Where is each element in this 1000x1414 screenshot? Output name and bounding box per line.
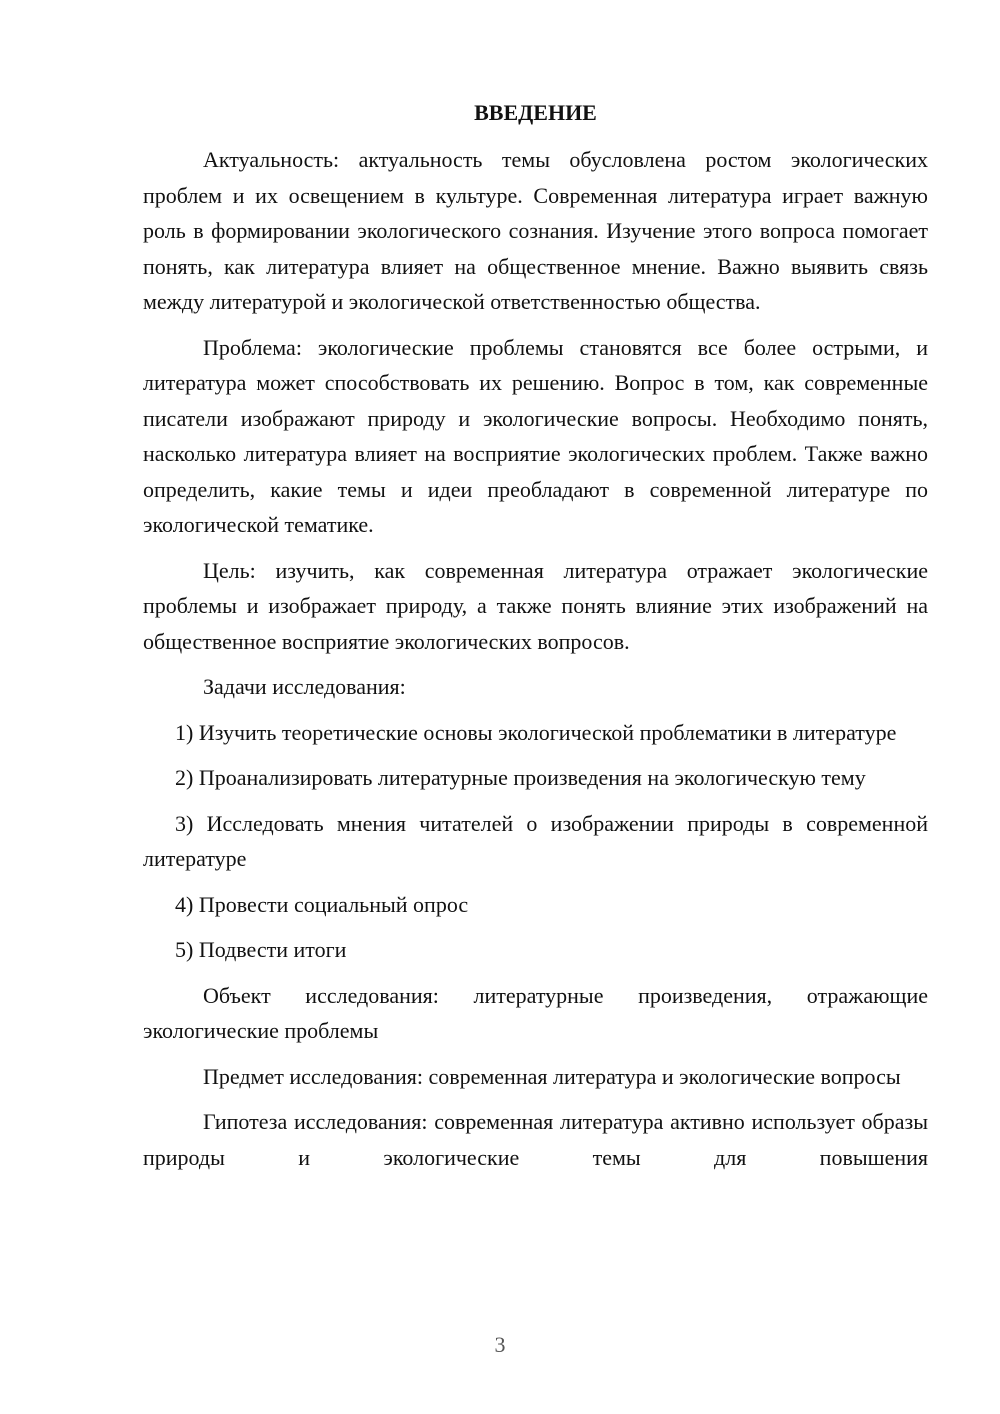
object-paragraph: Объект исследования: литературные произведения, отражающие экологические проблемы — [143, 982, 928, 1043]
task-item-3: 3) Исследовать мнения читателей о изображении природы в современной литературе — [143, 810, 928, 871]
page-number: 3 — [494, 1332, 506, 1357]
tasks-title: Задачи исследования: — [203, 674, 406, 699]
problem-paragraph: Проблема: экологические проблемы становятся все более острыми, и литература может способствовать их решению. Вопрос в том, как современные писатели изображают природу и экологические вопросы. Необходимо понять, насколько литература влияет на восприятие экологических проблем. Также важно определить, какие темы и идеи преобладают в современной литературе по экологической тематике. — [143, 334, 928, 537]
section-heading: ВВЕДЕНИЕ — [474, 100, 597, 125]
hypothesis-paragraph: Гипотеза исследования: современная литература активно использует образы природы и экологические темы для повышения — [143, 1109, 928, 1170]
task-item-4: 4) Провести социальный опрос — [175, 891, 469, 917]
task-item-5: 5) Подвести итоги — [175, 937, 347, 962]
task-item-1: 1) Изучить теоретические основы экологической проблематики в литературе — [175, 719, 897, 745]
document-page — [143, 95, 928, 1185]
task-item-2: 2) Проанализировать литературные произведения на экологическую тему — [175, 765, 866, 790]
goal-paragraph: Цель: изучить, как современная литература отражает экологические проблемы и изображает природу, а также понять влияние этих изображений на общественное восприятие экологических вопросов. — [143, 557, 928, 654]
subject-paragraph: Предмет исследования: современная литература и экологические вопросы — [203, 1063, 901, 1089]
relevance-paragraph: Актуальность: актуальность темы обусловлена ростом экологических проблем и их освещением в культуре. Современная литература играет важную роль в формировании экологического сознания. Изучение этого вопроса помогает понять, как литература влияет на общественное мнение. Важно выявить связь между литературой и экологической ответственностью общества. — [143, 147, 928, 314]
